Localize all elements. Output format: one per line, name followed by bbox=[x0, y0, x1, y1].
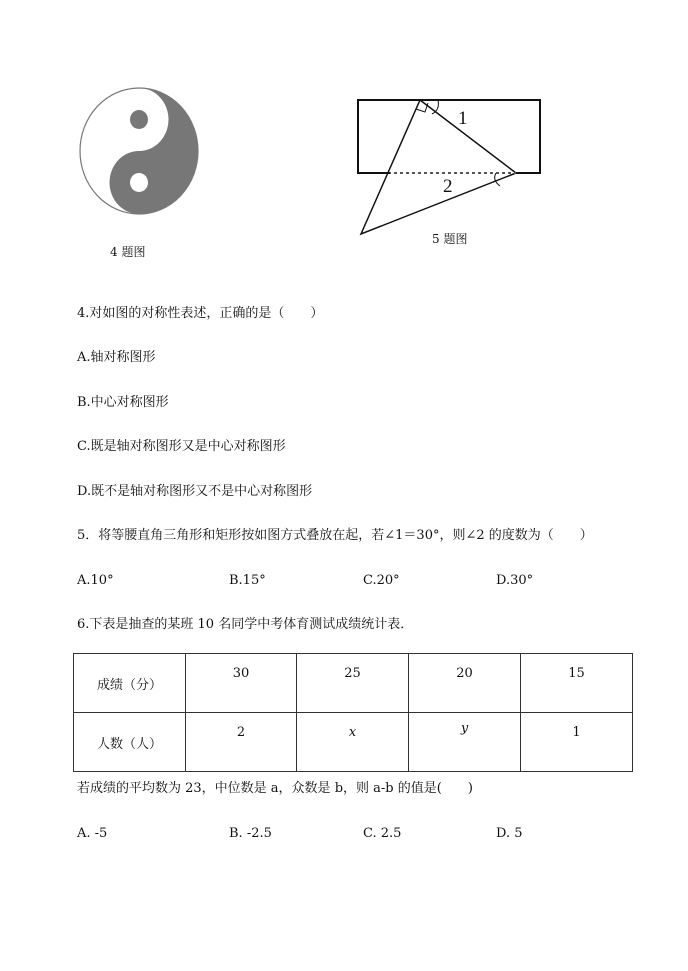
q5-option-b: B.15° bbox=[229, 573, 266, 588]
taiji-dark-dot bbox=[130, 110, 148, 129]
q4-option-c: C.既是轴对称图形又是中心对称图形 bbox=[77, 439, 286, 454]
taiji-light-dot bbox=[130, 173, 148, 192]
q4-option-a: A.轴对称图形 bbox=[77, 350, 156, 365]
figure5-caption: 5 题图 bbox=[432, 232, 468, 246]
table-cell: x bbox=[297, 713, 409, 772]
table-cell: 20 bbox=[409, 654, 521, 713]
table-cell: 2 bbox=[186, 713, 297, 772]
q4-option-b: B.中心对称图形 bbox=[77, 395, 169, 410]
q6-option-d: D. 5 bbox=[496, 826, 523, 841]
table-cell: y bbox=[409, 713, 521, 772]
table-cell: 25 bbox=[297, 654, 409, 713]
taiji-figure bbox=[78, 86, 200, 216]
table-cell: 15 bbox=[521, 654, 633, 713]
q6-followup: 若成绩的平均数为 23，中位数是 a，众数是 b，则 a-b 的值是( ) bbox=[77, 781, 473, 796]
q5-option-d: D.30° bbox=[496, 573, 534, 588]
q5-stem: 5．将等腰直角三角形和矩形按如图方式叠放在起，若∠1＝30°，则∠2 的度数为（ ） bbox=[77, 528, 593, 543]
triangle-rectangle-figure bbox=[350, 92, 550, 240]
table-cell: 1 bbox=[521, 713, 633, 772]
angle1-label: 1 bbox=[458, 108, 468, 129]
q6-option-b: B. -2.5 bbox=[229, 826, 272, 841]
table-row bbox=[74, 654, 633, 713]
q4-stem: 4.对如图的对称性表述，正确的是（ ） bbox=[77, 306, 324, 321]
q6-stem: 6.下表是抽查的某班 10 名同学中考体育测试成绩统计表． bbox=[77, 617, 414, 632]
table-row bbox=[74, 713, 633, 772]
table-cell: 30 bbox=[186, 654, 297, 713]
table-cell: 成绩（分） bbox=[74, 654, 186, 713]
table-cell: 人数（人） bbox=[74, 713, 186, 772]
q6-option-c: C. 2.5 bbox=[363, 826, 402, 841]
score-table bbox=[73, 653, 633, 772]
q5-option-c: C.20° bbox=[363, 573, 400, 588]
angle2-label: 2 bbox=[443, 176, 453, 197]
q5-option-a: A.10° bbox=[77, 573, 114, 588]
figure4-caption: 4 题图 bbox=[110, 245, 146, 259]
q4-option-d: D.既不是轴对称图形又不是中心对称图形 bbox=[77, 484, 313, 499]
right-triangle bbox=[361, 100, 516, 234]
q6-option-a: A. -5 bbox=[77, 826, 108, 841]
